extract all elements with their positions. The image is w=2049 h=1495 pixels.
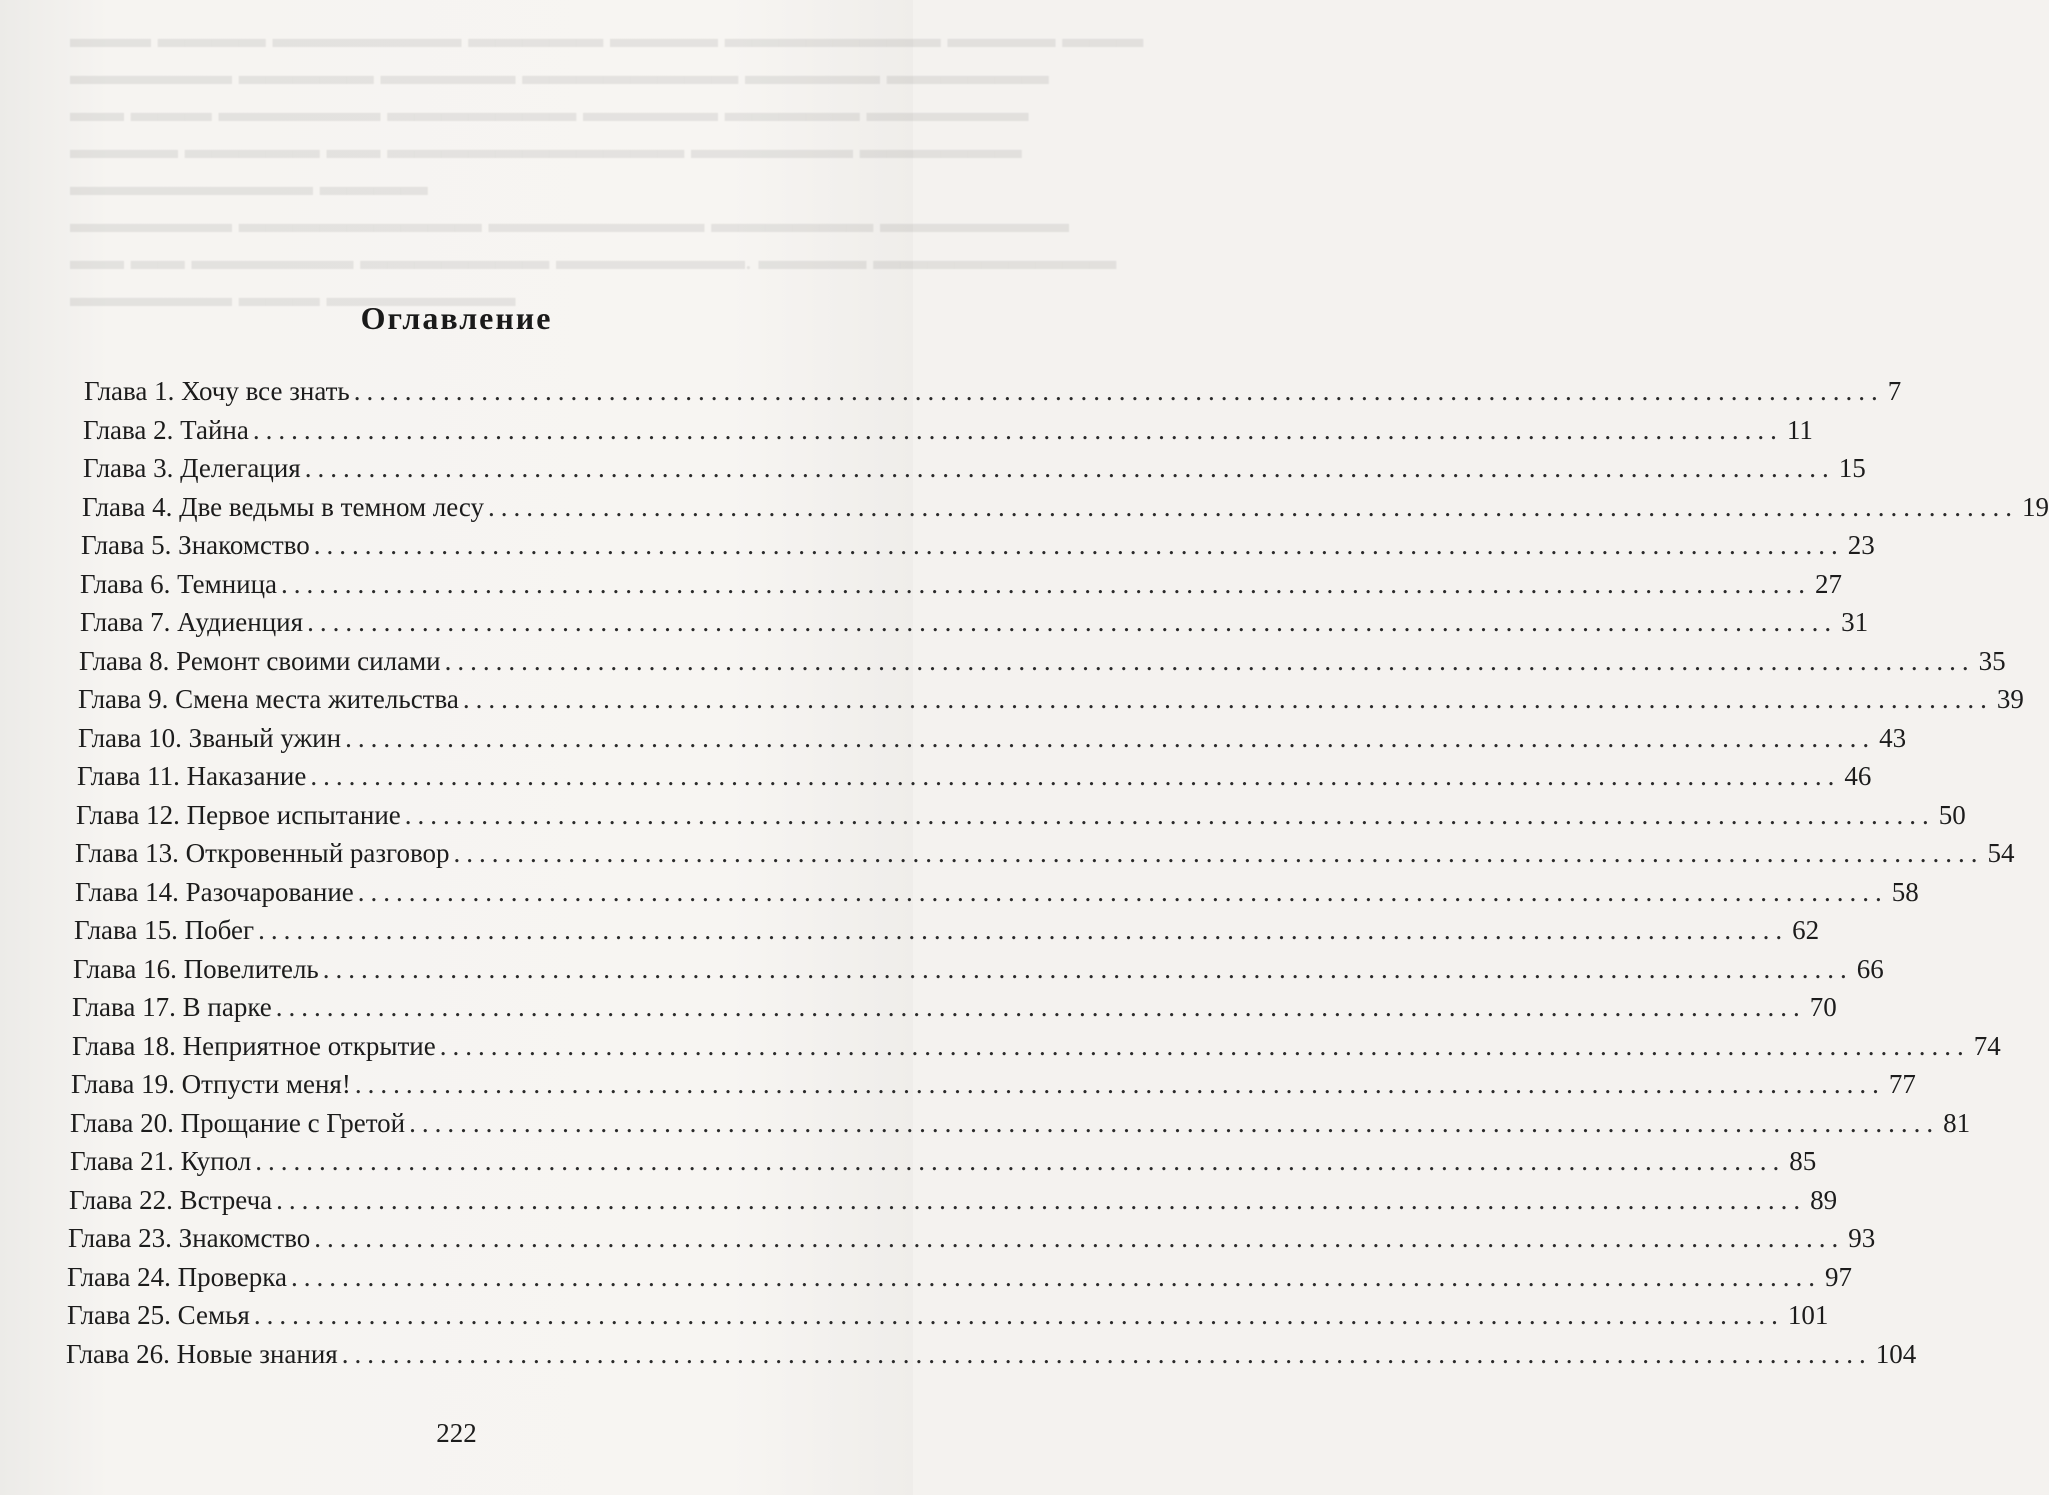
toc-entry-title: Глава 8. Ремонт своими силами [79,645,441,676]
dot-leader: ........................................................................................................................ [345,722,1876,753]
dot-leader: ........................................................................................................................ [439,1030,1970,1061]
toc-entry-page: 66 [1856,953,1884,984]
toc-entry[interactable] [81,530,1875,568]
toc-entry[interactable] [69,1184,1838,1223]
toc-entry-title: Глава 14. Разочарование [75,876,354,907]
toc-entry[interactable] [74,915,1820,953]
dot-leader: ........................................................................................................................ [275,992,1806,1022]
toc-entry-title: Глава 1. Хочу все знать [84,376,350,406]
toc-entry-title: Глава 24. Проверка [67,1261,287,1292]
toc-entry[interactable] [78,684,2024,722]
dot-leader: ........................................................................................................................ [253,1300,1784,1330]
toc-entry-title: Глава 20. Прощание с Гретой [70,1107,406,1138]
toc-entry-title: Глава 5. Знакомство [81,530,310,560]
toc-entry[interactable] [73,953,1884,992]
dot-leader: ........................................................................................................................ [322,953,1853,984]
toc-entry[interactable] [75,876,1919,915]
toc-entry-page: 35 [1978,645,2006,676]
toc-entry-page: 89 [1810,1184,1838,1215]
toc-entry[interactable] [71,1069,1916,1107]
toc-entry[interactable] [66,1338,1917,1377]
toc-entry-page: 54 [1987,838,2015,868]
toc-entry-title: Глава 16. Повелитель [73,953,319,984]
toc-entry[interactable] [78,722,1907,761]
toc-entry-page: 11 [1786,414,1813,445]
toc-entry[interactable] [70,1107,1971,1146]
toc-entry[interactable] [83,414,1813,453]
toc-entry-page: 31 [1841,607,1869,637]
dot-leader: ........................................................................................................................ [290,1261,1821,1292]
toc-entry-page: 70 [1809,992,1837,1022]
dot-leader: ........................................................................................................................ [488,491,2019,522]
toc-entry-title: Глава 15. Побег [74,915,255,945]
toc-entry-page: 50 [1938,799,1966,830]
dot-leader: ........................................................................................................................ [304,453,1835,483]
toc-entry[interactable] [68,1223,1876,1261]
toc-entry[interactable] [79,645,2006,684]
toc-entry-title: Глава 21. Купол [70,1146,252,1176]
toc-entry-title: Глава 25. Семья [67,1300,250,1330]
toc-entry-page: 58 [1891,876,1919,907]
toc-entry-title: Глава 4. Две ведьмы в темном лесу [82,491,485,522]
dot-leader: ........................................................................................................................ [453,838,1984,868]
toc-entry-page: 7 [1887,376,1902,406]
toc-entry[interactable] [67,1300,1829,1338]
toc-entry[interactable] [75,838,2015,876]
toc-entry-page: 81 [1943,1107,1971,1138]
toc-entry-title: Глава 6. Темница [80,568,278,599]
toc-entry[interactable] [82,491,2049,530]
toc-entry[interactable] [67,1261,1852,1300]
toc-entry-page: 39 [1996,684,2024,714]
dot-leader: ........................................................................................................................ [281,568,1812,599]
toc-entry-page: 15 [1838,453,1866,483]
toc-entry-title: Глава 17. В парке [72,992,272,1022]
toc-entry-page: 19 [2022,491,2049,522]
dot-leader: ........................................................................................................................ [313,530,1844,560]
toc-entry-page: 85 [1789,1146,1817,1176]
toc-entry-title: Глава 13. Откровенный разговор [75,838,450,868]
toc-entry-title: Глава 11. Наказание [77,761,307,791]
dot-leader: ........................................................................................................................ [314,1223,1845,1253]
dot-leader: ........................................................................................................................ [276,1184,1807,1215]
dot-leader: ........................................................................................................................ [252,414,1783,445]
toc-entry[interactable] [80,568,1843,607]
page-number: 222 [436,1418,477,1448]
toc-entry-page: 23 [1847,530,1875,560]
dot-leader: ........................................................................................................................ [444,645,1975,676]
show-through-texture: ▬▬▬ ▬▬▬▬ ▬▬▬▬▬▬▬ ▬▬▬▬▬ ▬▬▬▬ ▬▬▬▬▬▬▬▬ ▬▬▬▬ ▬▬▬ ▬▬▬▬▬▬ ▬▬▬▬▬ ▬▬▬▬▬ ▬▬▬▬▬▬▬▬ ▬▬▬▬▬ ▬▬▬▬▬▬ ▬▬ ▬▬▬ ▬▬▬▬▬▬ ▬▬▬▬▬▬▬ ▬▬▬▬▬ ▬▬▬▬▬ ▬▬▬▬▬▬ ▬▬▬▬ ▬▬▬▬▬ ▬▬ ▬▬▬▬▬▬▬▬▬▬▬ ▬▬▬▬▬▬ ▬▬▬▬▬▬ ▬▬▬▬▬▬▬▬▬ ▬▬▬▬ ▬▬▬▬▬▬ ▬▬▬▬▬▬▬▬▬ ▬▬▬▬▬▬▬▬ ▬▬▬▬▬▬ ▬▬▬▬▬▬▬ ▬▬ ▬▬ ▬▬▬▬▬▬ ▬▬▬▬▬▬▬ ▬▬▬▬▬▬▬. ▬▬▬▬ ▬▬▬▬▬▬▬▬▬ ▬▬▬▬▬▬ ▬▬▬ ▬▬▬▬▬▬▬ [70,23,1144,312]
toc-entry-title: Глава 19. Отпусти меня! [71,1069,351,1099]
toc-entry[interactable] [70,1146,1817,1184]
toc-entry-page: 46 [1844,761,1872,791]
toc-entry[interactable] [72,1030,2001,1069]
toc-entry-title: Глава 10. Званый ужин [78,722,342,753]
toc-entry-page: 27 [1815,568,1843,599]
toc-entry-page: 104 [1875,1338,1917,1369]
dot-leader: ........................................................................................................................ [310,761,1841,791]
dot-leader: ........................................................................................................................ [258,915,1789,945]
toc-entry-title: Глава 26. Новые знания [66,1338,338,1369]
toc-entry[interactable] [77,761,1872,799]
toc-entry-page: 74 [1973,1030,2001,1061]
toc-entry-title: Глава 23. Знакомство [68,1223,311,1253]
dot-leader: ........................................................................................................................ [307,607,1838,637]
toc-entry[interactable] [80,607,1869,645]
dot-leader: ........................................................................................................................ [341,1338,1872,1369]
toc-entry-page: 97 [1824,1261,1852,1292]
toc-entry-page: 101 [1787,1300,1829,1330]
toc-entry-title: Глава 7. Аудиенция [80,607,304,637]
dot-leader: ........................................................................................................................ [353,376,1884,406]
toc-entry-page: 93 [1848,1223,1876,1253]
toc-entry-page: 43 [1879,722,1907,753]
toc-entry-page: 62 [1792,915,1820,945]
toc-entry-title: Глава 3. Делегация [83,453,301,483]
toc-entry-title: Глава 2. Тайна [83,414,249,445]
dot-leader: ........................................................................................................................ [462,684,1993,714]
toc-entry[interactable] [84,376,1902,414]
dot-leader: ........................................................................................................................ [409,1107,1940,1138]
toc-entry-title: Глава 18. Неприятное открытие [72,1030,436,1061]
dot-leader: ........................................................................................................................ [404,799,1935,830]
toc-entry-title: Глава 12. Первое испытание [76,799,401,830]
toc-entry-title: Глава 9. Смена места жительства [78,684,459,714]
toc-heading: Оглавление [360,300,553,336]
dot-leader: ........................................................................................................................ [354,1069,1885,1099]
toc-entry[interactable] [76,799,1966,838]
toc-entry-page: 77 [1888,1069,1916,1099]
dot-leader: ........................................................................................................................ [255,1146,1786,1176]
toc-entry[interactable] [83,453,1866,491]
toc-entry-title: Глава 22. Встреча [69,1184,273,1215]
dot-leader: ........................................................................................................................ [357,876,1888,907]
toc-entry[interactable] [72,992,1837,1030]
